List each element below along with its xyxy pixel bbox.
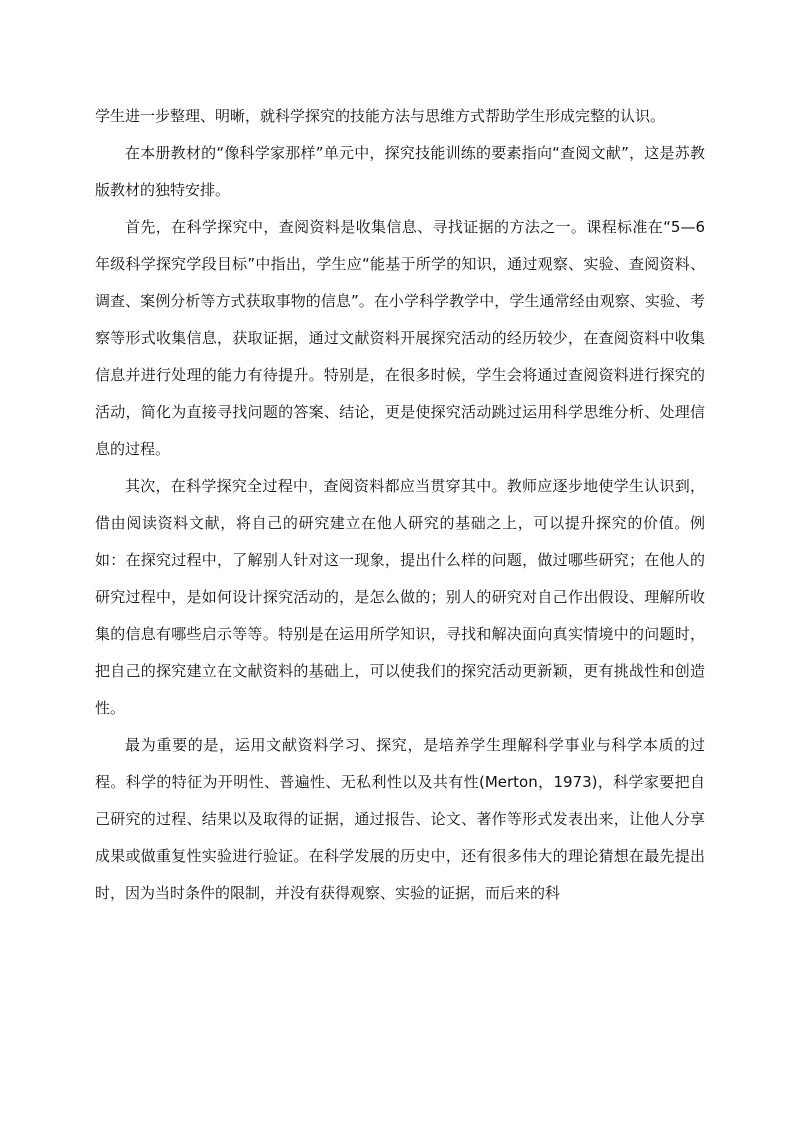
paragraph-first-point: 首先，在科学探究中，查阅资料是收集信息、寻找证据的方法之一。课程标准在“5—6年级科学探究学段目标”中指出，学生应“能基于所学的知识，通过观察、实验、查阅资料、调查、案例分析等方式获取事物的信息”。在小学科学教学中，学生通常经由观察、实验、考察等形式收集信息，获取证据，通过文献资料开展探究活动的经历较少，在查阅资料中收集信息并进行处理的能力有待提升。特别是，在很多时候，学生会将通过查阅资料进行探究的活动，简化为直接寻找问题的答案、结论，更是使探究活动跳过运用科学思维分析、处理信息的过程。 [95,218,705,458]
paragraph-second-point: 其次，在科学探究全过程中，查阅资料都应当贯穿其中。教师应逐步地使学生认识到，借由阅读资料文献，将自己的研究建立在他人研究的基础之上，可以提升探究的价值。例如：在探究过程中，了解别人针对这一现象，提出什么样的问题，做过哪些研究；在他人的研究过程中，是如何设计探究活动的，是怎么做的；别人的研究对自己作出假设、理解所收集的信息有哪些启示等等。特别是在运用所学知识，寻找和解决面向真实情境中的问题时，把自己的探究建立在文献资料的基础上，可以使我们的探究活动更新颖，更有挑战性和创造性。 [95,477,705,717]
document-body [95,98,705,912]
paragraph-unit-intro: 在本册教材的“像科学家那样”单元中，探究技能训练的要素指向“查阅文献”，这是苏教版教材的独特安排。 [95,144,705,199]
paragraph-continuation: 学生进一步整理、明晰，就科学探究的技能方法与思维方式帮助学生形成完整的认识。 [95,107,666,125]
paragraph-most-important: 最为重要的是，运用文献资料学习、探究，是培养学生理解科学事业与科学本质的过程。科学的特征为开明性、普遍性、无私利性以及共有性(Merton，1973)，科学家要把自己研究的过程、结果以及取得的证据，通过报告、论文、著作等形式发表出来，让他人分享成果或做重复性实验进行验证。在科学发展的历史中，还有很多伟大的理论猜想在最先提出时，因为当时条件的限制，并没有获得观察、实验的证据，而后来的科 [95,736,705,902]
